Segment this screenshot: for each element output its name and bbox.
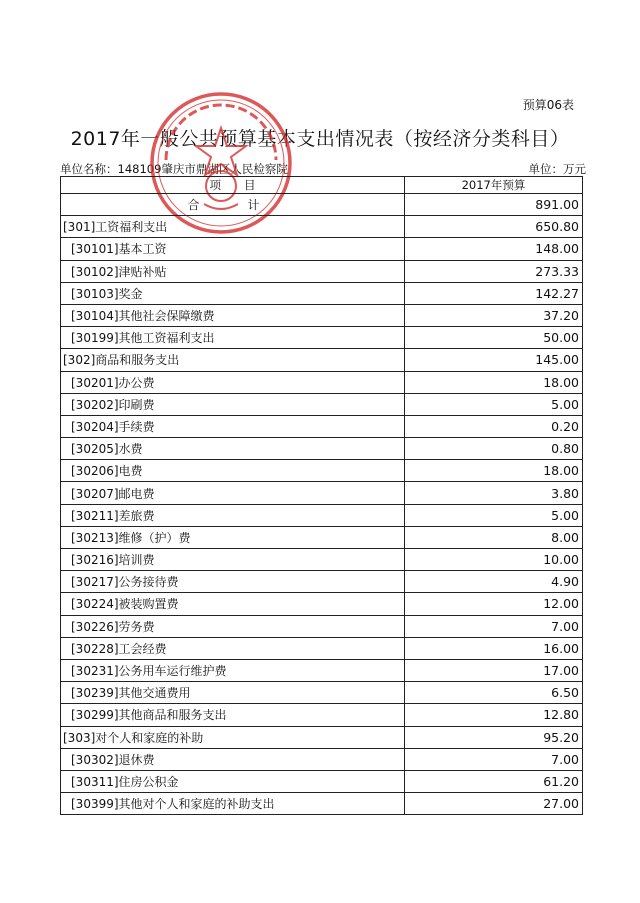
table-row xyxy=(61,793,583,815)
row-item: [30226]劳务费 xyxy=(61,615,405,637)
page-title: 2017年一般公共预算基本支出情况表（按经济分类科目） xyxy=(70,128,570,150)
row-budget-value: 37.20 xyxy=(405,304,583,326)
row-item: [30211]差旅费 xyxy=(61,504,405,526)
row-budget-value: 273.33 xyxy=(405,260,583,282)
row-item: 合 计 xyxy=(61,194,405,216)
row-budget-value: 4.90 xyxy=(405,571,583,593)
row-item: [30216]培训费 xyxy=(61,549,405,571)
row-item: [30217]公务接待费 xyxy=(61,571,405,593)
row-item: [30311]住房公积金 xyxy=(61,770,405,792)
table-row xyxy=(61,327,583,349)
table-row xyxy=(61,659,583,681)
row-item: [30207]邮电费 xyxy=(61,482,405,504)
row-item: [30204]手续费 xyxy=(61,415,405,437)
table-row xyxy=(61,349,583,371)
row-item: [30103]奖金 xyxy=(61,282,405,304)
table-row xyxy=(61,438,583,460)
table-row xyxy=(61,571,583,593)
row-budget-value: 145.00 xyxy=(405,349,583,371)
row-budget-value: 12.80 xyxy=(405,704,583,726)
row-item: [30239]其他交通费用 xyxy=(61,682,405,704)
unit-name: 单位名称：148109肇庆市鼎湖区人民检察院 xyxy=(60,162,288,176)
row-item: [30399]其他对个人和家庭的补助支出 xyxy=(61,793,405,815)
row-item: [303]对个人和家庭的补助 xyxy=(61,726,405,748)
table-row xyxy=(61,393,583,415)
table-row xyxy=(61,682,583,704)
row-item: [30213]维修（护）费 xyxy=(61,526,405,548)
budget-table xyxy=(60,176,583,815)
row-budget-value: 148.00 xyxy=(405,238,583,260)
row-item: [30224]被装购置费 xyxy=(61,593,405,615)
table-row xyxy=(61,504,583,526)
row-budget-value: 61.20 xyxy=(405,770,583,792)
table-row xyxy=(61,615,583,637)
row-budget-value: 5.00 xyxy=(405,393,583,415)
row-budget-value: 16.00 xyxy=(405,637,583,659)
row-budget-value: 18.00 xyxy=(405,460,583,482)
table-header-row xyxy=(61,177,583,194)
row-item: [30201]办公费 xyxy=(61,371,405,393)
row-budget-value: 27.00 xyxy=(405,793,583,815)
row-budget-value: 5.00 xyxy=(405,504,583,526)
row-budget-value: 17.00 xyxy=(405,659,583,681)
table-row xyxy=(61,637,583,659)
row-item: [302]商品和服务支出 xyxy=(61,349,405,371)
row-budget-value: 18.00 xyxy=(405,371,583,393)
row-budget-value: 891.00 xyxy=(405,194,583,216)
row-budget-value: 10.00 xyxy=(405,549,583,571)
row-budget-value: 8.00 xyxy=(405,526,583,548)
table-row xyxy=(61,549,583,571)
row-budget-value: 3.80 xyxy=(405,482,583,504)
unit-label: 单位：万元 xyxy=(528,162,586,176)
row-item: [30202]印刷费 xyxy=(61,393,405,415)
row-item: [30228]工会经费 xyxy=(61,637,405,659)
table-row xyxy=(61,304,583,326)
row-item: [30102]津贴补贴 xyxy=(61,260,405,282)
row-budget-value: 7.00 xyxy=(405,615,583,637)
table-row xyxy=(61,770,583,792)
row-item: [30205]水费 xyxy=(61,438,405,460)
table-row xyxy=(61,526,583,548)
row-budget-value: 50.00 xyxy=(405,327,583,349)
row-budget-value: 6.50 xyxy=(405,682,583,704)
row-item: [30104]其他社会保障缴费 xyxy=(61,304,405,326)
table-row xyxy=(61,415,583,437)
table-row xyxy=(61,482,583,504)
row-budget-value: 0.80 xyxy=(405,438,583,460)
row-budget-value: 12.00 xyxy=(405,593,583,615)
column-header-budget: 2017年预算 xyxy=(405,177,583,194)
row-item: [30231]公务用车运行维护费 xyxy=(61,659,405,681)
row-item: [30302]退休费 xyxy=(61,748,405,770)
table-row xyxy=(61,726,583,748)
row-budget-value: 650.80 xyxy=(405,216,583,238)
table-row xyxy=(61,194,583,216)
row-item: [30299]其他商品和服务支出 xyxy=(61,704,405,726)
form-number: 预算06表 xyxy=(522,98,574,112)
row-item: [30199]其他工资福利支出 xyxy=(61,327,405,349)
table-row xyxy=(61,460,583,482)
row-budget-value: 142.27 xyxy=(405,282,583,304)
table-row xyxy=(61,748,583,770)
column-header-item: 项 目 xyxy=(61,177,405,194)
row-budget-value: 0.20 xyxy=(405,415,583,437)
row-item: [301]工资福利支出 xyxy=(61,216,405,238)
row-budget-value: 95.20 xyxy=(405,726,583,748)
table-row xyxy=(61,371,583,393)
table-row xyxy=(61,238,583,260)
row-budget-value: 7.00 xyxy=(405,748,583,770)
table-row xyxy=(61,282,583,304)
table-row xyxy=(61,593,583,615)
row-item: [30101]基本工资 xyxy=(61,238,405,260)
table-row xyxy=(61,704,583,726)
row-item: [30206]电费 xyxy=(61,460,405,482)
table-row xyxy=(61,260,583,282)
table-row xyxy=(61,216,583,238)
